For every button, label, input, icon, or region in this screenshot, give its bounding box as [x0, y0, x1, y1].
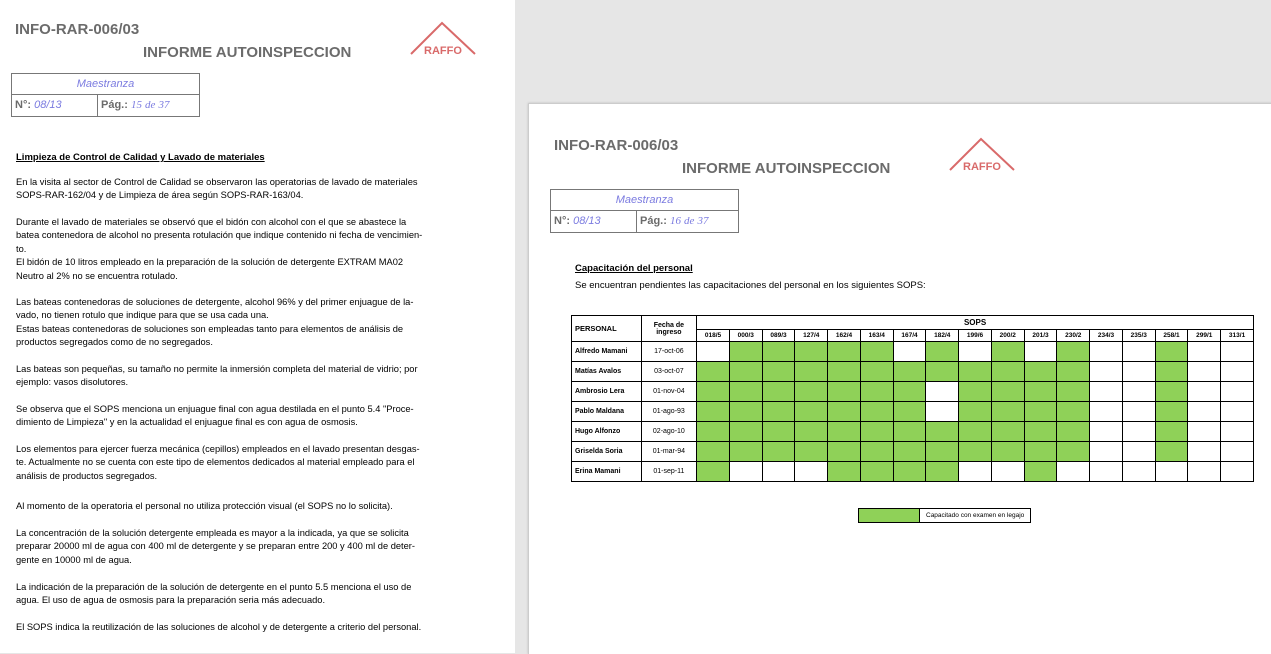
pending-cell — [1188, 342, 1221, 362]
sops-code: 230/2 — [1057, 330, 1090, 342]
document-title: INFORME AUTOINSPECCION — [143, 44, 352, 61]
trained-cell — [795, 342, 828, 362]
legend — [858, 508, 1031, 523]
pending-cell — [1221, 362, 1254, 382]
trained-cell — [860, 382, 893, 402]
trained-cell — [926, 342, 959, 362]
trained-cell — [697, 462, 730, 482]
paragraph — [16, 403, 471, 430]
paragraph-line: El SOPS indica la reutilización de las soluciones de alcohol y de detergente a criterio del personal. — [16, 622, 422, 632]
pending-cell — [1221, 422, 1254, 442]
page-of: de — [684, 215, 695, 227]
paragraph-line: gente en 10000 ml de agua. — [16, 554, 132, 565]
paragraph-line: vado, no tienen rotulo que indique para que se usa cada una. — [16, 310, 269, 321]
trained-cell — [893, 422, 926, 442]
trained-cell — [959, 362, 992, 382]
trained-cell — [1024, 382, 1057, 402]
trained-cell — [762, 342, 795, 362]
trained-cell — [729, 342, 762, 362]
document-page-2 — [528, 103, 1271, 654]
hire-date: 01-mar-94 — [641, 442, 697, 462]
trained-cell — [991, 442, 1024, 462]
col-header-fecha: Fecha de ingreso — [641, 316, 697, 342]
trained-cell — [729, 422, 762, 442]
legend-label: Capacitado con examen en legajo — [926, 512, 1025, 519]
pending-cell — [1188, 422, 1221, 442]
pending-cell — [1188, 442, 1221, 462]
paragraph-line: La indicación de la preparación de la solución de detergente en el punto 5.5 menciona el uso de — [16, 582, 412, 592]
hire-date: 01-ago-93 — [641, 402, 697, 422]
pending-cell — [1221, 402, 1254, 422]
trained-cell — [762, 442, 795, 462]
trained-cell — [729, 442, 762, 462]
col-header-personal: PERSONAL — [572, 316, 642, 342]
trained-cell — [991, 362, 1024, 382]
pending-cell — [1188, 402, 1221, 422]
paragraph-line: El bidón de 10 litros empleado en la preparación de la solución de detergente EXTRAM MA02 — [16, 257, 404, 268]
trained-cell — [762, 422, 795, 442]
trained-cell — [1024, 442, 1057, 462]
paragraph — [16, 176, 471, 203]
person-name: Ambrosio Lera — [572, 382, 642, 402]
paragraph — [16, 443, 471, 483]
paragraph-line: Las bateas son pequeñas, su tamaño no permite la inmersión completa del material de vidrio; por — [16, 364, 418, 374]
trained-cell — [893, 462, 926, 482]
trained-cell — [697, 362, 730, 382]
pending-cell — [1090, 362, 1123, 382]
section-title: Capacitación del personal — [575, 263, 693, 274]
trained-cell — [795, 442, 828, 462]
pending-cell — [959, 342, 992, 362]
sops-code: 167/4 — [893, 330, 926, 342]
trained-cell — [795, 422, 828, 442]
paragraph-line: Al momento de la operatoria el personal no utiliza protección visual (el SOPS no lo solicita). — [16, 501, 393, 511]
page-current: 16 — [669, 215, 681, 227]
col-header-sops: SOPS — [697, 316, 1254, 330]
hire-date: 01-sep-11 — [641, 462, 697, 482]
trained-cell — [729, 362, 762, 382]
svg-text:RAFFO: RAFFO — [424, 45, 462, 57]
trained-cell — [828, 462, 861, 482]
document-title: INFORME AUTOINSPECCION — [682, 160, 891, 177]
trained-cell — [1155, 402, 1188, 422]
number-label: N°: — [554, 215, 571, 227]
document-page-1 — [0, 0, 515, 653]
page-label: Pág.: — [640, 215, 667, 227]
trained-cell — [1155, 342, 1188, 362]
table-row — [572, 402, 1254, 422]
trained-cell — [860, 462, 893, 482]
trained-cell — [762, 382, 795, 402]
page-total: 37 — [697, 215, 709, 227]
trained-cell — [762, 402, 795, 422]
area-label: Maestranza — [12, 74, 199, 95]
sops-code: 299/1 — [1188, 330, 1221, 342]
hire-date: 03-oct-07 — [641, 362, 697, 382]
paragraph-line: análisis de productos segregados. — [16, 470, 158, 481]
sops-code: 163/4 — [860, 330, 893, 342]
paragraph-line: productos segregados como de no segregados. — [16, 337, 213, 348]
table-row — [572, 362, 1254, 382]
paragraph-line: En la visita al sector de Control de Calidad se observaron las operatorias de lavado de materiales — [16, 177, 418, 187]
trained-cell — [1057, 362, 1090, 382]
sops-code: 018/5 — [697, 330, 730, 342]
paragraph — [16, 581, 471, 608]
sops-code: 313/1 — [1221, 330, 1254, 342]
sops-code: 162/4 — [828, 330, 861, 342]
pending-cell — [893, 342, 926, 362]
trained-cell — [926, 362, 959, 382]
pending-cell — [1057, 462, 1090, 482]
trained-cell — [926, 462, 959, 482]
trained-cell — [1024, 422, 1057, 442]
pending-cell — [1090, 442, 1123, 462]
trained-cell — [926, 442, 959, 462]
paragraph-line: te. Actualmente no se cuenta con este tipo de elementos dedicados al material empleado para el — [16, 457, 415, 468]
page-label: Pág.: — [101, 99, 128, 111]
trained-cell — [1024, 462, 1057, 482]
trained-cell — [991, 382, 1024, 402]
number-label: N°: — [15, 99, 32, 111]
pending-cell — [1221, 442, 1254, 462]
trained-cell — [1057, 382, 1090, 402]
area-label: Maestranza — [551, 190, 738, 211]
paragraph-line: agua. El uso de agua de osmosis para la preparación seria más adecuado. — [16, 595, 326, 606]
paragraph-line: SOPS-RAR-162/04 y de Limpieza de área según SOPS-RAR-163/04. — [16, 190, 304, 201]
pending-cell — [1090, 462, 1123, 482]
svg-text:RAFFO: RAFFO — [963, 161, 1001, 173]
trained-cell — [959, 422, 992, 442]
raffo-logo — [948, 137, 1016, 178]
trained-cell — [1155, 442, 1188, 462]
paragraph-line: Durante el lavado de materiales se observó que el bidón con alcohol con el que se abastece la — [16, 217, 407, 227]
person-name: Matías Avalos — [572, 362, 642, 382]
person-name: Erina Mamani — [572, 462, 642, 482]
pending-cell — [1221, 462, 1254, 482]
pending-cell — [1122, 462, 1155, 482]
pending-cell — [1122, 362, 1155, 382]
table-row — [572, 442, 1254, 462]
trained-cell — [959, 382, 992, 402]
person-name: Alfredo Mamani — [572, 342, 642, 362]
pending-cell — [1122, 382, 1155, 402]
number-value: 08/13 — [573, 215, 601, 227]
paragraph-line: ejemplo: vasos disolutores. — [16, 377, 129, 388]
pending-cell — [1188, 462, 1221, 482]
table-row — [572, 342, 1254, 362]
trained-cell — [795, 362, 828, 382]
sops-code: 182/4 — [926, 330, 959, 342]
pending-cell — [729, 462, 762, 482]
paragraph-line: Se observa que el SOPS menciona un enjuague final con agua destilada en el punto 5.4 "Proce- — [16, 404, 414, 414]
document-id: INFO-RAR-006/03 — [15, 21, 140, 38]
info-box — [550, 189, 739, 233]
trained-cell — [959, 402, 992, 422]
trained-cell — [893, 362, 926, 382]
trained-cell — [697, 382, 730, 402]
trained-cell — [1155, 362, 1188, 382]
trained-cell — [828, 342, 861, 362]
hire-date: 01-nov-04 — [641, 382, 697, 402]
paragraph — [16, 500, 471, 513]
person-name: Griselda Soria — [572, 442, 642, 462]
trained-cell — [697, 422, 730, 442]
trained-cell — [729, 402, 762, 422]
person-name: Hugo Alfonzo — [572, 422, 642, 442]
pending-cell — [1122, 402, 1155, 422]
paragraph-line: Los elementos para ejercer fuerza mecánica (cepillos) empleados en el lavado presentan desgas- — [16, 444, 420, 454]
paragraph — [16, 216, 471, 283]
trained-cell — [860, 362, 893, 382]
trained-cell — [1057, 422, 1090, 442]
table-row — [572, 422, 1254, 442]
trained-cell — [1155, 382, 1188, 402]
person-name: Pablo Maldana — [572, 402, 642, 422]
trained-cell — [893, 442, 926, 462]
sops-code: 201/3 — [1024, 330, 1057, 342]
trained-cell — [697, 402, 730, 422]
trained-cell — [1057, 442, 1090, 462]
table-row — [572, 462, 1254, 482]
trained-cell — [893, 402, 926, 422]
sops-code: 200/2 — [991, 330, 1024, 342]
page-current: 15 — [130, 99, 142, 111]
trained-cell — [795, 402, 828, 422]
trained-cell — [1057, 342, 1090, 362]
pending-cell — [1221, 342, 1254, 362]
pending-cell — [1024, 342, 1057, 362]
trained-cell — [1024, 402, 1057, 422]
pending-cell — [1221, 382, 1254, 402]
paragraph-line: La concentración de la solución detergente empleada es mayor a la indicada, ya que se solicita — [16, 528, 409, 538]
trained-cell — [991, 342, 1024, 362]
page-total: 37 — [158, 99, 170, 111]
table-row — [572, 382, 1254, 402]
trained-cell — [1155, 422, 1188, 442]
paragraph-line: to. — [16, 243, 27, 254]
trained-cell — [795, 382, 828, 402]
legend-swatch — [859, 509, 920, 522]
pending-cell — [926, 382, 959, 402]
trained-cell — [991, 402, 1024, 422]
pending-cell — [1122, 422, 1155, 442]
trained-cell — [828, 402, 861, 422]
pending-cell — [697, 342, 730, 362]
trained-cell — [926, 422, 959, 442]
sops-code: 000/3 — [729, 330, 762, 342]
trained-cell — [828, 382, 861, 402]
paragraph — [16, 363, 471, 390]
trained-cell — [1024, 362, 1057, 382]
trained-cell — [697, 442, 730, 462]
trained-cell — [729, 382, 762, 402]
paragraph-line: preparar 20000 ml de agua con 400 ml de detergente y se preparan entre 200 y 400 ml de deter- — [16, 541, 415, 552]
pending-cell — [1090, 382, 1123, 402]
trained-cell — [828, 362, 861, 382]
pending-cell — [1188, 382, 1221, 402]
paragraph — [16, 296, 471, 350]
paragraph — [16, 621, 471, 634]
paragraph-line: dimiento de Limpieza" y en la actualidad el enjuague final es con agua de osmosis. — [16, 417, 358, 428]
trained-cell — [860, 402, 893, 422]
trained-cell — [828, 442, 861, 462]
paragraph-line: Neutro al 2% no se encuentra rotulado. — [16, 270, 178, 281]
paragraph-line: batea contenedora de alcohol no presenta rotulación que indique contenido ni fecha de vencimien- — [16, 230, 423, 241]
trained-cell — [828, 422, 861, 442]
sops-code: 127/4 — [795, 330, 828, 342]
trained-cell — [860, 342, 893, 362]
section-intro: Se encuentran pendientes las capacitaciones del personal en los siguientes SOPS: — [575, 280, 926, 291]
pending-cell — [991, 462, 1024, 482]
section-title: Limpieza de Control de Calidad y Lavado de materiales — [16, 152, 265, 163]
info-box — [11, 73, 200, 117]
pending-cell — [1090, 422, 1123, 442]
pending-cell — [1090, 342, 1123, 362]
trained-cell — [959, 442, 992, 462]
trained-cell — [991, 422, 1024, 442]
trained-cell — [860, 422, 893, 442]
pending-cell — [1188, 362, 1221, 382]
pending-cell — [1155, 462, 1188, 482]
paragraph-line: Las bateas contenedoras de soluciones de detergente, alcohol 96% y del primer enjuague de la- — [16, 297, 414, 307]
trained-cell — [860, 442, 893, 462]
paragraph-line: Estas bateas contenedoras de soluciones son empleadas tanto para elementos de análisis de — [16, 323, 404, 334]
trained-cell — [893, 382, 926, 402]
raffo-logo — [409, 21, 477, 62]
sops-code: 089/3 — [762, 330, 795, 342]
pending-cell — [1122, 442, 1155, 462]
sops-training-table — [571, 315, 1254, 482]
document-id: INFO-RAR-006/03 — [554, 137, 679, 154]
hire-date: 02-ago-10 — [641, 422, 697, 442]
page-of: de — [145, 99, 156, 111]
hire-date: 17-oct-06 — [641, 342, 697, 362]
sops-code: 235/3 — [1122, 330, 1155, 342]
number-value: 08/13 — [34, 99, 62, 111]
sops-code: 258/1 — [1155, 330, 1188, 342]
pending-cell — [795, 462, 828, 482]
sops-code: 199/6 — [959, 330, 992, 342]
sops-code: 234/3 — [1090, 330, 1123, 342]
paragraph — [16, 527, 471, 567]
trained-cell — [1057, 402, 1090, 422]
pending-cell — [1090, 402, 1123, 422]
trained-cell — [762, 362, 795, 382]
pending-cell — [959, 462, 992, 482]
pending-cell — [1122, 342, 1155, 362]
pending-cell — [762, 462, 795, 482]
pending-cell — [926, 402, 959, 422]
